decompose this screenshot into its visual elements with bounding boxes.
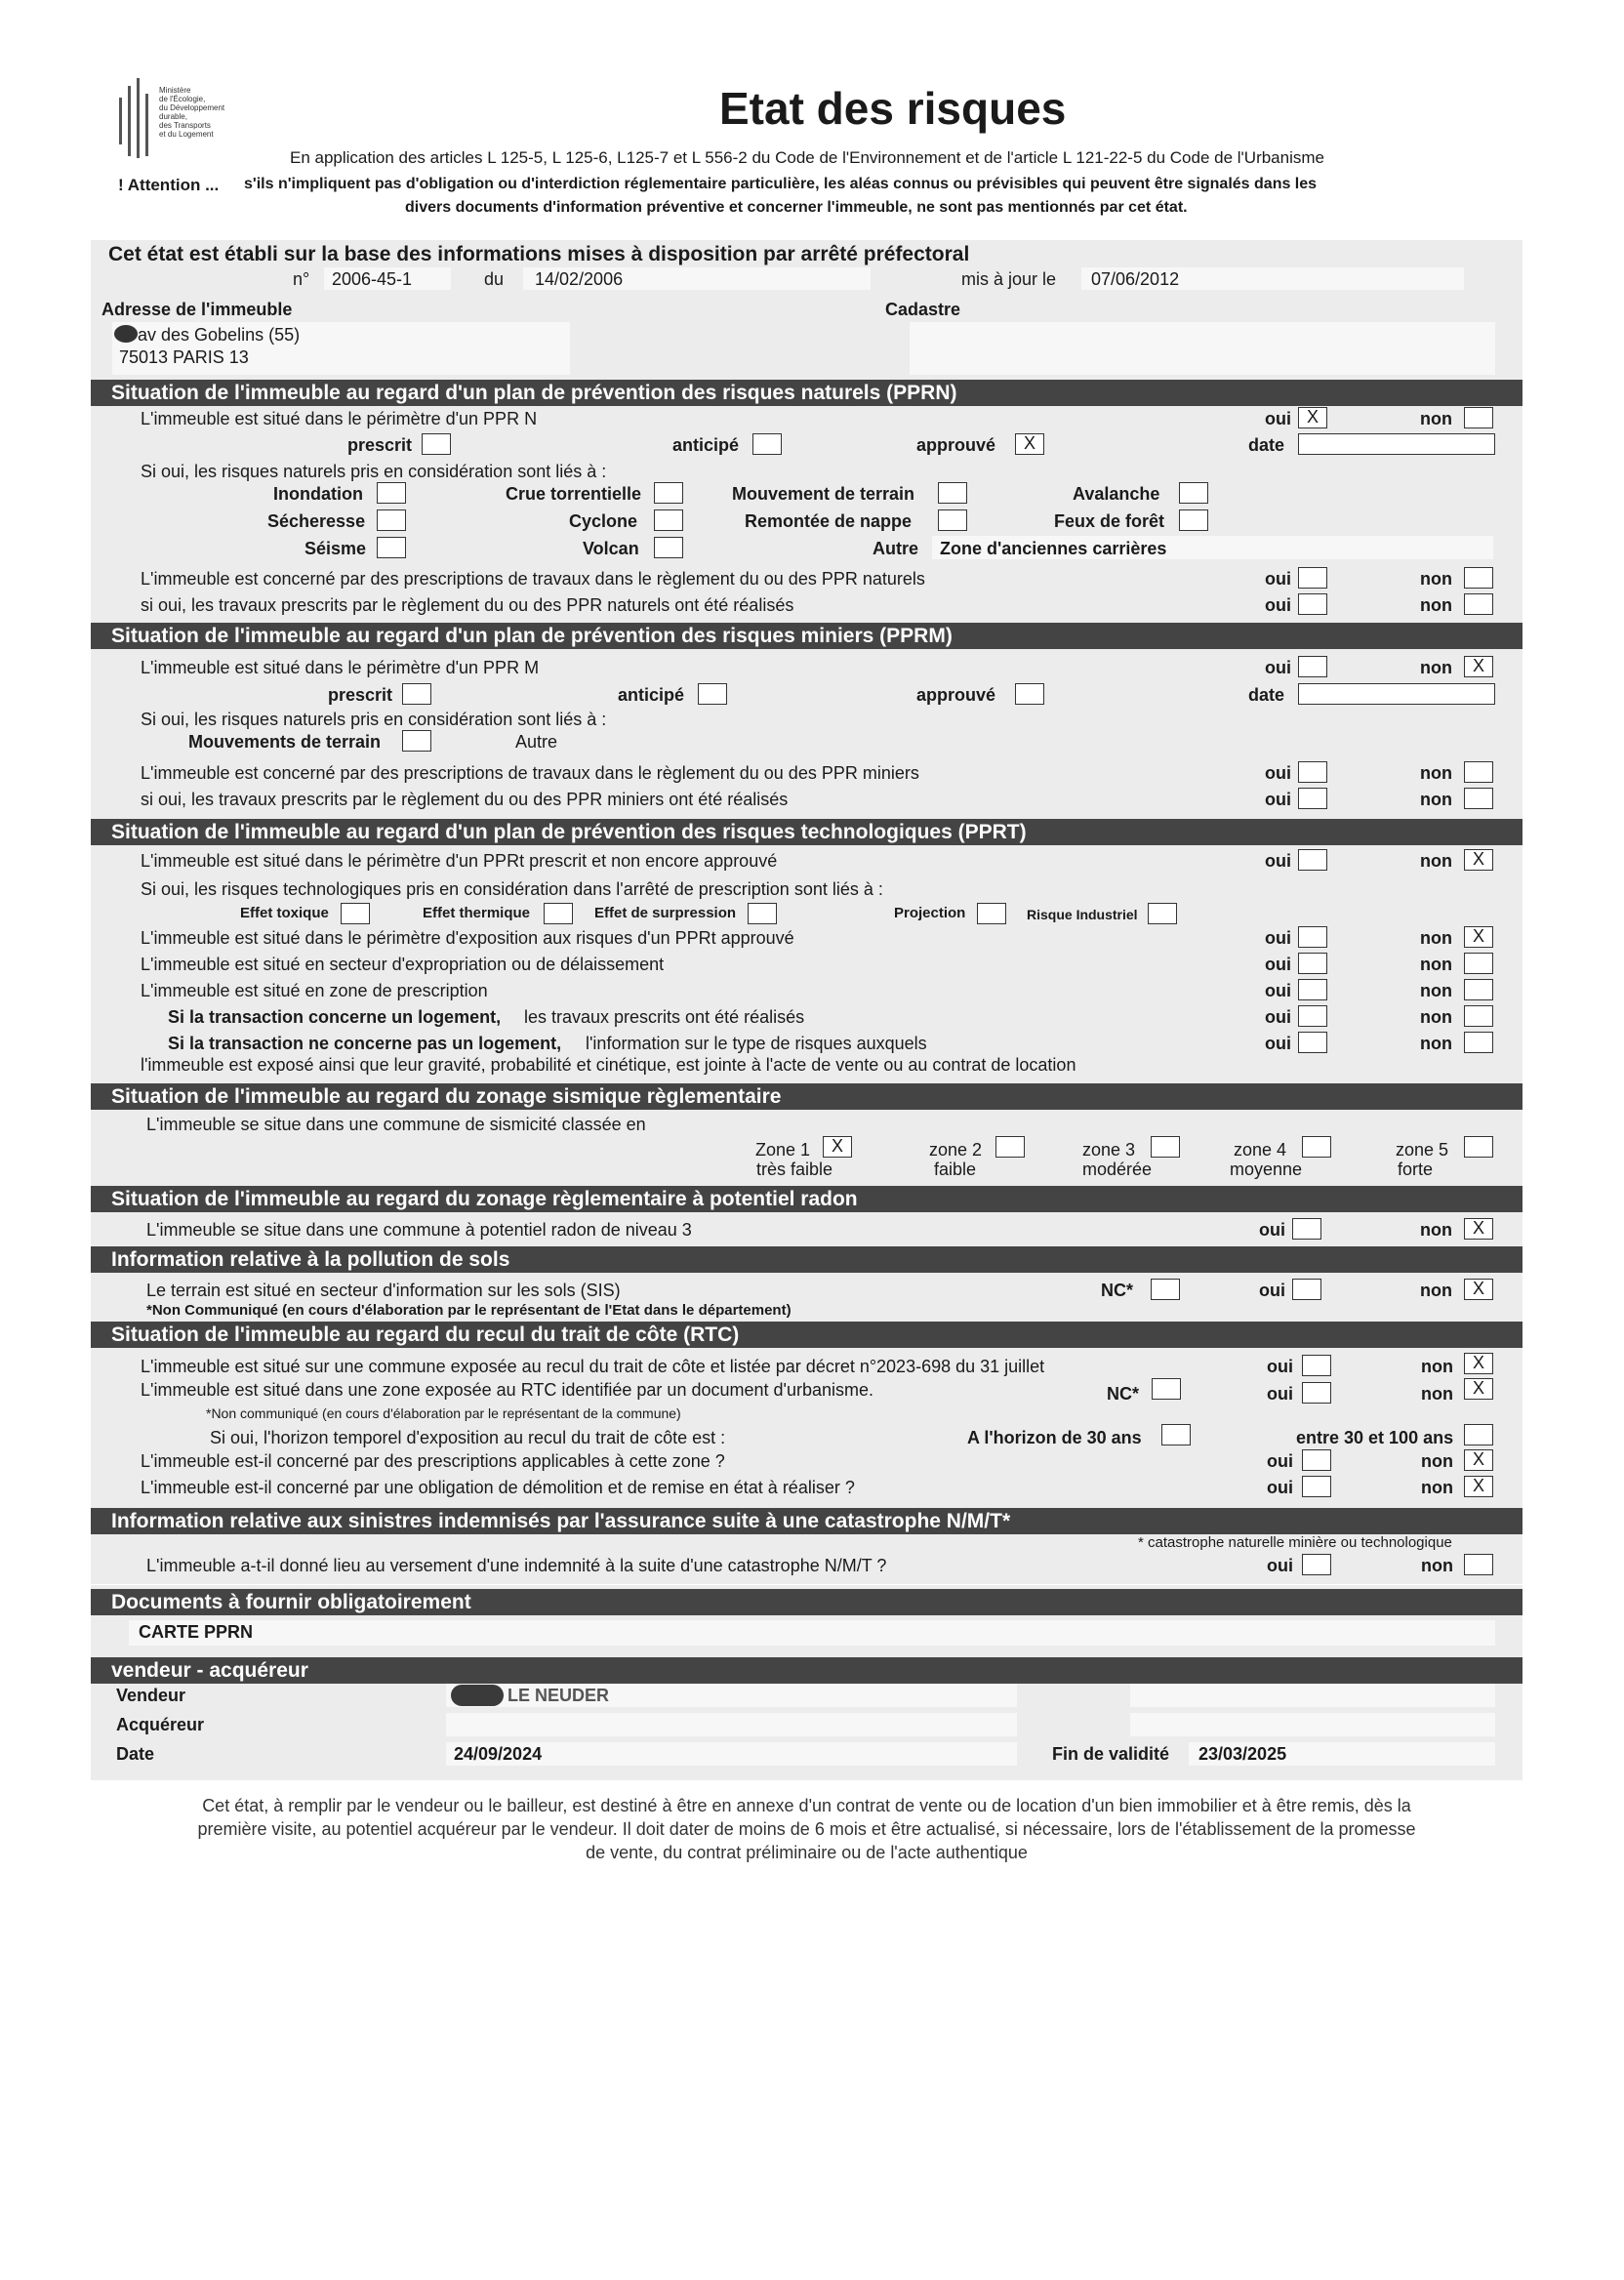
pprm-q2: L'immeuble est concerné par des prescriptions de travaux dans le règlement du ou des PPR miniers <box>141 763 919 783</box>
pprt-q5-oui-checkbox[interactable] <box>1298 1005 1327 1027</box>
cadastre-label: Cadastre <box>885 300 961 319</box>
inondation-checkbox[interactable] <box>377 482 406 504</box>
pprn-q1-non-checkbox[interactable] <box>1464 407 1493 428</box>
info-heading: Cet état est établi sur la base des informations mises à disposition par arrêté préfectoral <box>108 243 970 265</box>
non-label: non <box>1420 658 1452 677</box>
zone1-checkbox[interactable]: X <box>823 1136 852 1158</box>
date-label: Date <box>116 1744 155 1764</box>
pprt-q1-non-checkbox[interactable]: X <box>1464 849 1493 871</box>
zone3-label: zone 3 <box>1082 1140 1136 1160</box>
autre-label: Autre <box>873 539 919 558</box>
remontee-label: Remontée de nappe <box>745 511 913 531</box>
pprm-si-oui: Si oui, les risques naturels pris en considération sont liés à : <box>141 710 607 729</box>
cadastre-field[interactable] <box>910 322 1495 375</box>
zone5-desc: forte <box>1398 1160 1434 1179</box>
non-label: non <box>1420 790 1452 809</box>
pprn-q2-non-checkbox[interactable] <box>1464 567 1493 589</box>
pprm-approuve-checkbox[interactable] <box>1015 683 1044 705</box>
pprn-approuve-checkbox[interactable]: X <box>1015 433 1044 455</box>
non-label: non <box>1420 955 1452 974</box>
acquereur-field-2[interactable] <box>1130 1713 1495 1736</box>
pprt-q5-non-checkbox[interactable] <box>1464 1005 1493 1027</box>
thermique-label: Effet thermique <box>423 905 531 921</box>
non-label: non <box>1420 1281 1452 1300</box>
pprt-q2-oui-checkbox[interactable] <box>1298 926 1327 948</box>
sismique-q1: L'immeuble se situe dans une commune de sismicité classée en <box>146 1115 646 1134</box>
remontee-checkbox[interactable] <box>938 509 967 531</box>
sols-non-checkbox[interactable]: X <box>1464 1279 1493 1300</box>
volcan-checkbox[interactable] <box>654 537 683 558</box>
surpression-label: Effet de surpression <box>594 905 737 921</box>
autre-value: Zone d'anciennes carrières <box>940 539 1167 558</box>
pprt-q6-lead: Si la transaction ne concerne pas un logement, <box>168 1034 562 1053</box>
pprm-q1-oui-checkbox[interactable] <box>1298 656 1327 677</box>
rtc-q4-non-checkbox[interactable]: X <box>1464 1449 1493 1471</box>
pprm-anticipe-checkbox[interactable] <box>698 683 727 705</box>
pprn-q1: L'immeuble est situé dans le périmètre d'un PPR N <box>141 409 538 428</box>
non-label: non <box>1420 595 1452 615</box>
pprm-date-label: date <box>1248 685 1285 705</box>
sinistres-q1: L'immeuble a-t-il donné lieu au versement d'une indemnité à la suite d'une catastrophe N/M/T ? <box>146 1556 887 1575</box>
thermique-checkbox[interactable] <box>544 903 573 924</box>
rtc-q1: L'immeuble est situé sur une commune exposée au recul du trait de côte et listée par décret n°2023-698 du 31 juillet <box>141 1357 1045 1376</box>
secheresse-checkbox[interactable] <box>377 509 406 531</box>
pprt-q6-oui-checkbox[interactable] <box>1298 1032 1327 1053</box>
radon-oui-checkbox[interactable] <box>1292 1218 1321 1240</box>
pprt-q5: les travaux prescrits ont été réalisés <box>524 1007 805 1027</box>
sinistres-oui-checkbox[interactable] <box>1302 1554 1331 1575</box>
rtc-q1-non-checkbox[interactable]: X <box>1464 1353 1493 1374</box>
oui-label: oui <box>1265 409 1291 428</box>
non-label: non <box>1420 981 1452 1000</box>
maj-label: mis à jour le <box>961 269 1057 289</box>
non-label: non <box>1420 1034 1452 1053</box>
zone4-label: zone 4 <box>1234 1140 1287 1160</box>
adresse-line-1: av des Gobelins (55) <box>138 325 301 345</box>
pprn-q1-oui-checkbox[interactable]: X <box>1298 407 1327 428</box>
rtc-q5: L'immeuble est-il concerné par une obligation de démolition et de remise en état à réaliser ? <box>141 1478 855 1497</box>
pprt-si-oui: Si oui, les risques technologiques pris en considération dans l'arrêté de prescription sont liés à : <box>141 879 883 899</box>
zone4-desc: moyenne <box>1230 1160 1303 1179</box>
oui-label: oui <box>1259 1281 1285 1300</box>
arrete-date-value: 14/02/2006 <box>535 269 624 289</box>
oui-label: oui <box>1265 790 1291 809</box>
pprm-anticipe-label: anticipé <box>618 685 685 705</box>
pprt-q1: L'immeuble est situé dans le périmètre d'un PPRt prescrit et non encore approuvé <box>141 851 778 871</box>
pprn-section-title: Situation de l'immeuble au regard d'un plan de prévention des risques naturels (PPRN) <box>91 380 1522 406</box>
rtc-q4: L'immeuble est-il concerné par des prescriptions applicables à cette zone ? <box>141 1451 725 1471</box>
footer-line: première visite, au potentiel acquéreur par le vendeur. Il doit dater de moins de 6 mois et être actualisé, si nécessaire, lors de l'établissement de la promesse <box>197 1819 1416 1839</box>
sols-note: *Non Communiqué (en cours d'élaboration par le représentant de l'Etat dans le département) <box>146 1302 792 1319</box>
oui-label: oui <box>1265 595 1291 615</box>
pprt-q4-oui-checkbox[interactable] <box>1298 979 1327 1000</box>
sinistres-note: * catastrophe naturelle minière ou technologique <box>1138 1534 1452 1551</box>
mouvements-label: Mouvements de terrain <box>188 732 382 752</box>
non-label: non <box>1421 1478 1453 1497</box>
vendeur-field-2[interactable] <box>1130 1684 1495 1707</box>
pprn-q2: L'immeuble est concerné par des prescriptions de travaux dans le règlement du ou des PPR naturels <box>141 569 925 589</box>
rtc-section-title: Situation de l'immeuble au regard du recul du trait de côte (RTC) <box>91 1322 1522 1348</box>
non-label: non <box>1420 851 1452 871</box>
sismique-section-title: Situation de l'immeuble au regard du zonage sismique règlementaire <box>91 1083 1522 1110</box>
adresse-label: Adresse de l'immeuble <box>102 300 293 319</box>
non-label: non <box>1420 1220 1452 1240</box>
zone1-desc: très faible <box>756 1160 833 1179</box>
radon-non-checkbox[interactable]: X <box>1464 1218 1493 1240</box>
pprt-q3: L'immeuble est situé en secteur d'expropriation ou de délaissement <box>141 955 665 974</box>
pprm-prescrit-checkbox[interactable] <box>402 683 431 705</box>
pprn-date-field[interactable] <box>1298 433 1495 455</box>
toxique-label: Effet toxique <box>240 905 329 921</box>
pprn-prescrit-label: prescrit <box>347 435 413 455</box>
mouvement-label: Mouvement de terrain <box>732 484 915 504</box>
surpression-checkbox[interactable] <box>748 903 777 924</box>
fin-validite-label: Fin de validité <box>1052 1744 1170 1764</box>
date-value: 24/09/2024 <box>454 1744 543 1764</box>
horizon-100-checkbox[interactable] <box>1464 1424 1493 1445</box>
redaction-mark <box>451 1685 504 1706</box>
pprt-q3-non-checkbox[interactable] <box>1464 953 1493 974</box>
non-label: non <box>1421 1556 1453 1575</box>
oui-label: oui <box>1259 1220 1285 1240</box>
rtc-q2-non-checkbox[interactable]: X <box>1464 1378 1493 1400</box>
ministry-line: et du Logement <box>159 130 214 139</box>
pprn-prescrit-checkbox[interactable] <box>422 433 451 455</box>
attention-text-2: divers documents d'information préventive et concerner l'immeuble, ne sont pas mentionnés par cet état. <box>405 199 1188 216</box>
oui-label: oui <box>1265 1034 1291 1053</box>
zone1-label: Zone 1 <box>755 1140 811 1160</box>
oui-label: oui <box>1267 1451 1293 1471</box>
pprn-approuve-label: approuvé <box>916 435 996 455</box>
pprm-q1-non-checkbox[interactable]: X <box>1464 656 1493 677</box>
crue-checkbox[interactable] <box>654 482 683 504</box>
oui-label: oui <box>1267 1478 1293 1497</box>
acquereur-label: Acquéreur <box>116 1715 205 1734</box>
maj-value: 07/06/2012 <box>1091 269 1180 289</box>
non-label: non <box>1420 928 1452 948</box>
pprt-q1-oui-checkbox[interactable] <box>1298 849 1327 871</box>
zone2-desc: faible <box>934 1160 977 1179</box>
pprm-q3: si oui, les travaux prescrits par le règlement du ou des PPR miniers ont été réalisés <box>141 790 789 809</box>
pprn-q3-non-checkbox[interactable] <box>1464 593 1493 615</box>
ministry-line: Ministère <box>159 86 191 95</box>
pprt-q6: l'information sur le type de risques auxquels <box>586 1034 927 1053</box>
seisme-label: Séisme <box>304 539 367 558</box>
pprn-anticipe-label: anticipé <box>672 435 740 455</box>
ministry-line: des Transports <box>159 121 211 130</box>
pprt-q6-non-checkbox[interactable] <box>1464 1032 1493 1053</box>
ministry-line: durable, <box>159 112 187 121</box>
acquereur-field[interactable] <box>446 1713 1017 1736</box>
oui-label: oui <box>1267 1556 1293 1575</box>
secheresse-label: Sécheresse <box>267 511 366 531</box>
crue-label: Crue torrentielle <box>506 484 642 504</box>
nc-label: NC* <box>1101 1281 1134 1300</box>
volcan-label: Volcan <box>583 539 639 558</box>
zone2-checkbox[interactable] <box>995 1136 1025 1158</box>
feux-label: Feux de forêt <box>1054 511 1165 531</box>
pprm-approuve-label: approuvé <box>916 685 996 705</box>
rtc-q1-oui-checkbox[interactable] <box>1302 1355 1331 1376</box>
pprm-autre-label: Autre <box>515 732 558 752</box>
horizon-30-checkbox[interactable] <box>1161 1424 1191 1445</box>
footer-line: Cet état, à remplir par le vendeur ou le bailleur, est destiné à être en annexe d'un contrat de vente ou de location d'un bien immobilier et à être remis, dès la <box>202 1796 1411 1815</box>
adresse-line-2: 75013 PARIS 13 <box>119 347 249 367</box>
avalanche-label: Avalanche <box>1073 484 1160 504</box>
subtitle: En application des articles L 125-5, L 125-6, L125-7 et L 556-2 du Code de l'Environnement et de l'article L 121-22-5 du Code de l'Urbanisme <box>290 148 1324 167</box>
oui-label: oui <box>1265 981 1291 1000</box>
non-label: non <box>1421 1451 1453 1471</box>
non-label: non <box>1420 569 1452 589</box>
pprm-date-field[interactable] <box>1298 683 1495 705</box>
oui-label: oui <box>1265 928 1291 948</box>
radon-q1: L'immeuble se situe dans une commune à potentiel radon de niveau 3 <box>146 1220 692 1240</box>
pprt-q2: L'immeuble est situé dans le périmètre d'exposition aux risques d'un PPRt approuvé <box>141 928 794 948</box>
attention-label: ! Attention ... <box>118 176 220 194</box>
rtc-q4-oui-checkbox[interactable] <box>1302 1449 1331 1471</box>
projection-checkbox[interactable] <box>977 903 1006 924</box>
zone3-checkbox[interactable] <box>1151 1136 1180 1158</box>
rtc-q5-non-checkbox[interactable]: X <box>1464 1476 1493 1497</box>
pprm-q3-oui-checkbox[interactable] <box>1298 788 1327 809</box>
cyclone-checkbox[interactable] <box>654 509 683 531</box>
non-label: non <box>1420 409 1452 428</box>
pprn-q3-oui-checkbox[interactable] <box>1298 593 1327 615</box>
page-title: Etat des risques <box>719 83 1067 134</box>
pprm-prescrit-label: prescrit <box>328 685 393 705</box>
avalanche-checkbox[interactable] <box>1179 482 1208 504</box>
zone3-desc: modérée <box>1082 1160 1153 1179</box>
oui-label: oui <box>1265 569 1291 589</box>
sinistres-section-title: Information relative aux sinistres indemnisés par l'assurance suite à une catastrophe N/M/T* <box>91 1508 1522 1534</box>
pprt-q6-continued: l'immeuble est exposé ainsi que leur gravité, probabilité et cinétique, est jointe à l'acte de vente ou au contrat de location <box>141 1055 1076 1075</box>
toxique-checkbox[interactable] <box>341 903 370 924</box>
pprn-si-oui: Si oui, les risques naturels pris en considération sont liés à : <box>141 462 607 481</box>
vendeur-label: Vendeur <box>116 1686 186 1705</box>
non-label: non <box>1420 763 1452 783</box>
pprm-q1: L'immeuble est situé dans le périmètre d'un PPR M <box>141 658 540 677</box>
mouvements-checkbox[interactable] <box>402 730 431 752</box>
industriel-label: Risque Industriel <box>1027 907 1138 922</box>
non-label: non <box>1420 1007 1452 1027</box>
zone5-checkbox[interactable] <box>1464 1136 1493 1158</box>
rtc-q2-oui-checkbox[interactable] <box>1302 1382 1331 1404</box>
pprt-q3-oui-checkbox[interactable] <box>1298 953 1327 974</box>
nc-label: NC* <box>1107 1384 1140 1404</box>
pprt-q2-non-checkbox[interactable]: X <box>1464 926 1493 948</box>
documents-field[interactable] <box>129 1620 1495 1646</box>
attention-text: s'ils n'impliquent pas d'obligation ou d'interdiction réglementaire particulière, les aléas connus ou prévisibles qui peuvent être signalés dans les <box>244 176 1318 192</box>
ministry-line: de l'Écologie, <box>159 95 206 103</box>
pprm-q2-oui-checkbox[interactable] <box>1298 761 1327 783</box>
pprt-q4: L'immeuble est situé en zone de prescription <box>141 981 488 1000</box>
parties-section-title: vendeur - acquéreur <box>91 1657 1522 1684</box>
inondation-label: Inondation <box>273 484 363 504</box>
oui-label: oui <box>1265 955 1291 974</box>
sols-nc-checkbox[interactable] <box>1151 1279 1180 1300</box>
oui-label: oui <box>1265 658 1291 677</box>
seisme-checkbox[interactable] <box>377 537 406 558</box>
rtc-q3: Si oui, l'horizon temporel d'exposition au recul du trait de côte est : <box>210 1428 726 1447</box>
arrete-num-value: 2006-45-1 <box>332 269 413 289</box>
redaction-mark <box>114 325 138 343</box>
sols-q1: Le terrain est situé en secteur d'information sur les sols (SIS) <box>146 1281 621 1300</box>
zone2-label: zone 2 <box>929 1140 983 1160</box>
oui-label: oui <box>1267 1384 1293 1404</box>
pprm-section-title: Situation de l'immeuble au regard d'un plan de prévention des risques miniers (PPRM) <box>91 623 1522 649</box>
rtc-q5-oui-checkbox[interactable] <box>1302 1476 1331 1497</box>
pprt-q5-lead: Si la transaction concerne un logement, <box>168 1007 502 1027</box>
rtc-q2: L'immeuble est situé dans une zone exposée au RTC identifiée par un document d'urbanisme. <box>141 1380 873 1400</box>
pprn-q3: si oui, les travaux prescrits par le règlement du ou des PPR naturels ont été réalisés <box>141 595 794 615</box>
arrete-date-label: du <box>484 269 505 289</box>
documents-section-title: Documents à fournir obligatoirement <box>91 1589 1522 1615</box>
pprm-q2-non-checkbox[interactable] <box>1464 761 1493 783</box>
zone4-checkbox[interactable] <box>1302 1136 1331 1158</box>
pprt-section-title: Situation de l'immeuble au regard d'un plan de prévention des risques technologiques (PPRT) <box>91 819 1522 845</box>
feux-checkbox[interactable] <box>1179 509 1208 531</box>
horizon-30-label: A l'horizon de 30 ans <box>967 1428 1142 1447</box>
pprm-q3-non-checkbox[interactable] <box>1464 788 1493 809</box>
oui-label: oui <box>1265 763 1291 783</box>
footer-text <box>91 1794 1522 1864</box>
mouvement-checkbox[interactable] <box>938 482 967 504</box>
footer-line: de vente, du contrat préliminaire ou de l'acte authentique <box>586 1843 1028 1862</box>
radon-section-title: Situation de l'immeuble au regard du zonage règlementaire à potentiel radon <box>91 1186 1522 1212</box>
horizon-100-label: entre 30 et 100 ans <box>1296 1428 1454 1447</box>
sols-section-title: Information relative à la pollution de sols <box>91 1246 1522 1273</box>
projection-label: Projection <box>894 905 966 921</box>
oui-label: oui <box>1265 851 1291 871</box>
oui-label: oui <box>1267 1357 1293 1376</box>
documents-value: CARTE PPRN <box>139 1622 254 1642</box>
pprt-q4-non-checkbox[interactable] <box>1464 979 1493 1000</box>
non-label: non <box>1421 1357 1453 1376</box>
pprn-date-label: date <box>1248 435 1285 455</box>
zone5-label: zone 5 <box>1396 1140 1449 1160</box>
rtc-note: *Non communiqué (en cours d'élaboration par le représentant de la commune) <box>206 1405 681 1421</box>
rtc-nc-checkbox[interactable] <box>1152 1378 1181 1400</box>
arrete-num-label: n° <box>293 269 310 289</box>
fin-validite-value: 23/03/2025 <box>1198 1744 1287 1764</box>
pprn-anticipe-checkbox[interactable] <box>752 433 782 455</box>
vendeur-value: LE NEUDER <box>508 1686 610 1705</box>
sinistres-non-checkbox[interactable] <box>1464 1554 1493 1575</box>
non-label: non <box>1421 1384 1453 1404</box>
ministry-line: du Développement <box>159 103 225 112</box>
pprn-q2-oui-checkbox[interactable] <box>1298 567 1327 589</box>
industriel-checkbox[interactable] <box>1148 903 1177 924</box>
sols-oui-checkbox[interactable] <box>1292 1279 1321 1300</box>
oui-label: oui <box>1265 1007 1291 1027</box>
cyclone-label: Cyclone <box>569 511 638 531</box>
